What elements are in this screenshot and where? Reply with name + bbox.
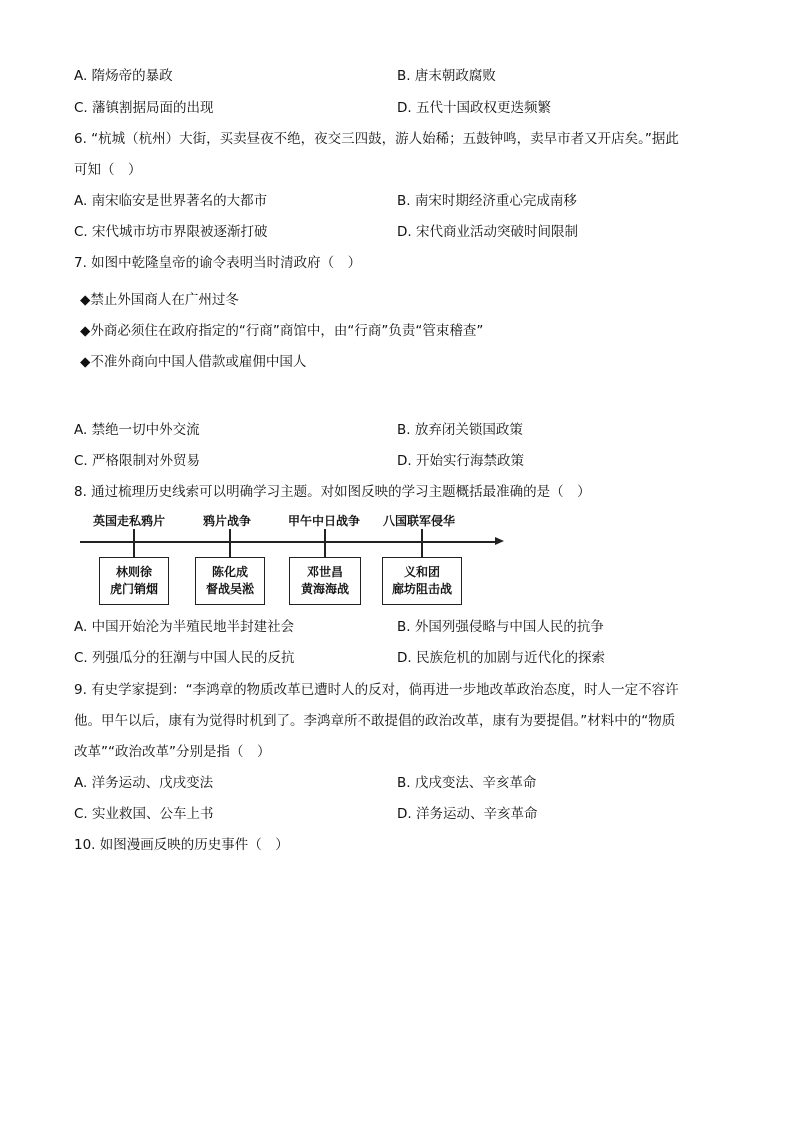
box-line: 虎门销烟: [109, 582, 158, 596]
box-line: 廊坊阻击战: [391, 582, 452, 596]
q9-stem-line2: 他。甲午以后，康有为觉得时机到了。李鸿章所不敢提倡的政治改革，康有为要提倡。”材料中的“物质: [74, 713, 676, 729]
box-line: 义和团: [403, 565, 440, 579]
q9-stem-line3: 改革”“政治改革”分别是指（ ）: [74, 744, 271, 760]
q5-option-a: A. 隋炀帝的暴政: [74, 68, 173, 84]
q7-edict-1: ◆禁止外国商人在广州过冬: [80, 292, 239, 308]
q5-option-b: B. 唐末朝政腐败: [397, 68, 496, 84]
timeline-label-eight-nation-alliance: 八国联军侵华: [383, 514, 456, 528]
box-line: 陈化成: [211, 565, 248, 579]
q8-option-b: B. 外国列强侵略与中国人民的抗争: [397, 619, 604, 635]
q9-stem-line1: 9. 有史学家提到：“李鸿章的物质改革已遭时人的反对，倘再进一步地改革政治态度，时人一定不容许: [74, 682, 679, 698]
timeline-box-lin-zexu: [99, 557, 169, 605]
q8-stem: 8. 通过梳理历史线索可以明确学习主题。对如图反映的学习主题概括最准确的是（ ）: [74, 484, 591, 500]
q6-option-c: C. 宋代城市坊市界限被逐渐打破: [74, 224, 268, 240]
q5-option-d: D. 五代十国政权更迭频繁: [397, 100, 551, 116]
q7-edict-2: ◆外商必须住在政府指定的“行商”商馆中，由“行商”负责“管束稽查”: [80, 323, 484, 339]
q7-option-b: B. 放弃闭关锁国政策: [397, 422, 523, 438]
q6-stem-line1: 6. “杭城（杭州）大街，买卖昼夜不绝，夜交三四鼓，游人始稀；五鼓钟鸣，卖早市者又开店矣。”据此: [74, 131, 679, 147]
q6-option-b: B. 南宋时期经济重心完成南移: [397, 193, 577, 209]
timeline-box-chen-huacheng: [195, 557, 265, 605]
timeline-tick: [133, 529, 135, 558]
box-line: 林则徐: [115, 565, 152, 579]
box-line: 黄海海战: [300, 582, 349, 596]
q7-edict-3: ◆不准外商向中国人借款或雇佣中国人: [80, 354, 307, 370]
q6-option-a: A. 南宋临安是世界著名的大都市: [74, 193, 268, 209]
q9-option-b: B. 戊戌变法、辛亥革命: [397, 775, 537, 791]
q5-option-c: C. 藩镇割据局面的出现: [74, 100, 214, 116]
q7-option-a: A. 禁绝一切中外交流: [74, 422, 200, 438]
q8-option-c: C. 列强瓜分的狂潮与中国人民的反抗: [74, 650, 295, 666]
q8-option-d: D. 民族危机的加剧与近代化的探索: [397, 650, 605, 666]
q7-option-c: C. 严格限制对外贸易: [74, 453, 201, 469]
q9-option-c: C. 实业救国、公车上书: [74, 806, 214, 822]
timeline-label-opium-war: 鸦片战争: [203, 514, 252, 528]
timeline-axis: [80, 541, 496, 543]
timeline-box-deng-shichang: [289, 557, 361, 605]
timeline-box-boxers: [382, 557, 462, 605]
q8-option-a: A. 中国开始沦为半殖民地半封建社会: [74, 619, 295, 635]
box-line: 邓世昌: [306, 565, 343, 579]
box-line: 督战吴淞: [205, 582, 254, 596]
q6-option-d: D. 宋代商业活动突破时间限制: [397, 224, 578, 240]
q7-option-d: D. 开始实行海禁政策: [397, 453, 524, 469]
timeline-arrow-icon: [495, 537, 504, 545]
q9-option-d: D. 洋务运动、辛亥革命: [397, 806, 538, 822]
q9-option-a: A. 洋务运动、戊戌变法: [74, 775, 214, 791]
q6-stem-line2: 可知（ ）: [74, 162, 142, 178]
timeline-tick: [229, 529, 231, 558]
timeline-label-sino-japanese-war: 甲午中日战争: [288, 514, 361, 528]
q7-stem: 7. 如图中乾隆皇帝的谕令表明当时清政府（ ）: [74, 255, 362, 271]
timeline-label-opium-smuggling: 英国走私鸦片: [93, 514, 166, 528]
timeline-tick: [421, 529, 423, 558]
q10-stem: 10. 如图漫画反映的历史事件（ ）: [74, 837, 289, 853]
timeline-tick: [324, 529, 326, 558]
